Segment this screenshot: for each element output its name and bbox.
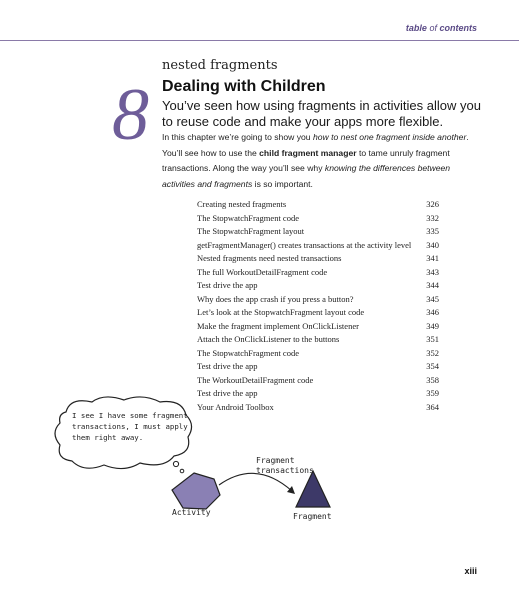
toc-entry-title: Test drive the app <box>197 280 258 290</box>
toc-entry <box>197 333 439 347</box>
intro-text-1-end: . <box>466 132 469 142</box>
toc-entry <box>197 212 439 226</box>
running-head-of: of <box>429 23 437 33</box>
toc-entry-page: 359 <box>426 388 439 398</box>
toc-entry-title: Let’s look at the StopwatchFragment layout code <box>197 307 365 317</box>
toc-entry-page: 326 <box>426 199 439 209</box>
toc-entry-title: getFragmentManager() creates transactions at the activity level <box>197 239 412 250</box>
toc-entry <box>197 347 439 361</box>
toc-entry-title: Attach the OnClickListener to the buttons <box>197 334 340 344</box>
toc-entry-page: 343 <box>426 266 439 277</box>
toc-entry <box>197 239 439 253</box>
toc-entry-title: The full WorkoutDetailFragment code <box>197 266 328 277</box>
chapter-lead: You’ve seen how using fragments in activities allow you to reuse code and make your apps more flexible. <box>162 98 481 129</box>
toc-entry-title: Creating nested fragments <box>197 199 287 209</box>
chapter-kicker: nested fragments <box>162 58 278 73</box>
toc-entry-title: The WorkoutDetailFragment code <box>197 374 314 385</box>
toc-entry-title: The StopwatchFragment layout <box>197 226 305 236</box>
fragment-shape <box>296 471 330 507</box>
toc-entry <box>197 360 439 374</box>
intro-text-1: In this chapter we’re going to show you <box>162 132 313 142</box>
toc-entry-title: Test drive the app <box>197 388 258 398</box>
toc-entry-page: 352 <box>426 347 439 358</box>
toc-entry-page: 351 <box>426 334 439 344</box>
toc-entry-title: Make the fragment implement OnClickListener <box>197 320 359 331</box>
toc-entry <box>197 306 439 320</box>
toc-entry <box>197 266 439 280</box>
page-number: xiii <box>464 566 477 576</box>
toc-entry-page: 335 <box>426 226 439 236</box>
toc-entry-page: 332 <box>426 212 439 223</box>
intro-bold-2: child fragment manager <box>259 147 357 158</box>
fragment-label: Fragment <box>293 512 332 521</box>
toc-entry <box>197 374 439 388</box>
toc-entry-page: 349 <box>426 320 439 331</box>
intro-italic-1: how to nest one fragment inside another <box>312 132 467 142</box>
running-head-table: table <box>405 23 427 33</box>
chapter-title: Dealing with Children <box>162 78 326 95</box>
toc-entry-page: 345 <box>426 293 439 304</box>
chapter-number: 8 <box>112 74 149 156</box>
toc-entry <box>197 198 439 212</box>
chapter-intro <box>162 130 484 192</box>
thought-text: I see I have some fragment transactions, I must apply them right away. <box>72 411 188 442</box>
intro-text-2: You’ll see how to use the <box>162 147 260 158</box>
thought-bubble-large <box>173 461 178 466</box>
toc-entry <box>197 225 439 239</box>
intro-text-3-end: is so important. <box>252 178 313 189</box>
toc-entry <box>197 279 439 293</box>
toc-entry-page: 358 <box>426 374 439 385</box>
toc-entry <box>197 293 439 307</box>
running-head-contents: contents <box>439 23 477 33</box>
arrow-label: Fragment transactions <box>256 456 314 475</box>
toc-entry-page: 364 <box>426 401 439 412</box>
toc-entry-title: Why does the app crash if you press a button? <box>197 293 354 304</box>
toc-entry-page: 344 <box>426 280 439 290</box>
thought-bubble-small <box>180 469 184 473</box>
intro-italic-3: knowing the differences between activities and fragments <box>162 163 451 189</box>
activity-shape <box>172 473 220 509</box>
toc-entry-page: 341 <box>426 253 439 263</box>
toc-entry-page: 354 <box>426 361 439 371</box>
toc-entry-page: 340 <box>426 239 439 250</box>
running-head <box>406 23 477 33</box>
toc-list <box>197 198 439 414</box>
toc-entry-title: Test drive the app <box>197 361 258 371</box>
toc-entry <box>197 252 439 266</box>
toc-entry-page: 346 <box>426 307 439 317</box>
toc-entry-title: The StopwatchFragment code <box>197 347 299 358</box>
toc-entry-title: Your Android Toolbox <box>197 401 274 412</box>
toc-entry <box>197 320 439 334</box>
header-rule <box>0 0 519 41</box>
toc-entry-title: The StopwatchFragment code <box>197 212 299 223</box>
toc-entry-title: Nested fragments need nested transactions <box>197 253 342 263</box>
intro-text-2-end: to tame unruly fragment transactions. Along the way you’ll see why <box>162 147 450 173</box>
activity-label: Activity <box>172 508 211 517</box>
